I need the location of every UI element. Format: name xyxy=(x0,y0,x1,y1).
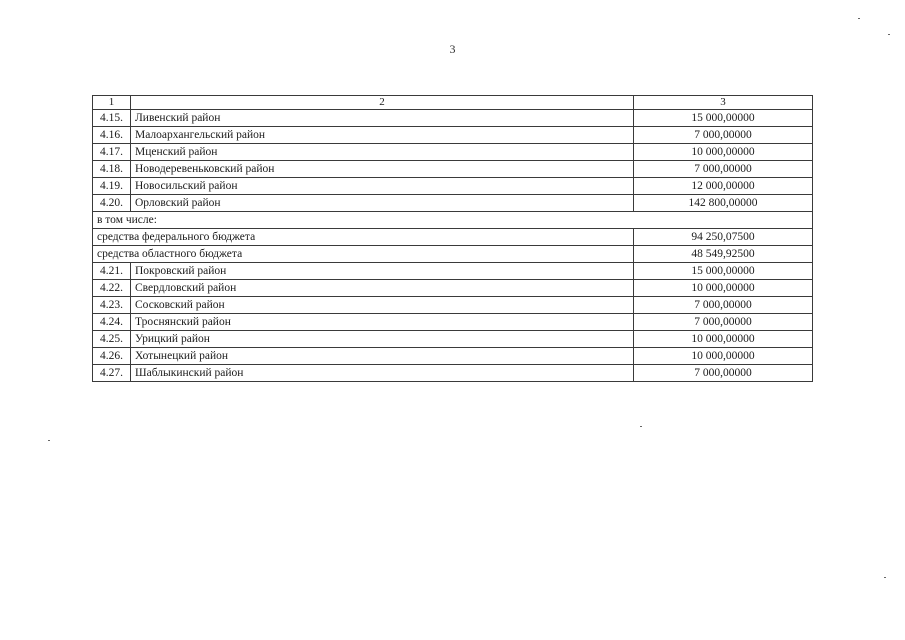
amount: 94 250,07500 xyxy=(634,229,813,246)
row-number: 4.23. xyxy=(93,297,131,314)
scan-speck xyxy=(884,577,886,578)
funding-source: средства федерального бюджета xyxy=(93,229,634,246)
district-name: Малоархангельский район xyxy=(131,127,634,144)
subheader-row xyxy=(93,212,813,229)
scan-speck xyxy=(48,440,50,441)
header-col-3: 3 xyxy=(634,96,813,110)
header-col-2: 2 xyxy=(131,96,634,110)
district-name: Сосковский район xyxy=(131,297,634,314)
table-row xyxy=(93,314,813,331)
row-number: 4.17. xyxy=(93,144,131,161)
table-row xyxy=(93,144,813,161)
table-row xyxy=(93,365,813,382)
table-row xyxy=(93,331,813,348)
row-number: 4.19. xyxy=(93,178,131,195)
including-label: в том числе: xyxy=(93,212,813,229)
table-row xyxy=(93,127,813,144)
funding-source: средства областного бюджета xyxy=(93,246,634,263)
amount: 48 549,92500 xyxy=(634,246,813,263)
table-row xyxy=(93,110,813,127)
row-number: 4.26. xyxy=(93,348,131,365)
row-number: 4.16. xyxy=(93,127,131,144)
table-row xyxy=(93,297,813,314)
amount: 10 000,00000 xyxy=(634,280,813,297)
subtotal-row xyxy=(93,246,813,263)
district-name: Хотынецкий район xyxy=(131,348,634,365)
page-number: 3 xyxy=(449,42,456,56)
amount: 10 000,00000 xyxy=(634,348,813,365)
amount: 7 000,00000 xyxy=(634,314,813,331)
scan-speck xyxy=(640,426,642,427)
budget-table xyxy=(92,95,813,382)
district-name: Свердловский район xyxy=(131,280,634,297)
table-row xyxy=(93,263,813,280)
district-name: Урицкий район xyxy=(131,331,634,348)
amount: 15 000,00000 xyxy=(634,110,813,127)
district-name: Троснянский район xyxy=(131,314,634,331)
table-row xyxy=(93,195,813,212)
district-name: Новосильский район xyxy=(131,178,634,195)
amount: 15 000,00000 xyxy=(634,263,813,280)
scan-speck xyxy=(858,18,860,19)
table-header-row xyxy=(93,96,813,110)
district-name: Шаблыкинский район xyxy=(131,365,634,382)
amount: 12 000,00000 xyxy=(634,178,813,195)
header-col-1: 1 xyxy=(93,96,131,110)
row-number: 4.21. xyxy=(93,263,131,280)
table-row xyxy=(93,348,813,365)
row-number: 4.22. xyxy=(93,280,131,297)
scan-speck xyxy=(888,34,890,35)
amount: 10 000,00000 xyxy=(634,331,813,348)
amount: 7 000,00000 xyxy=(634,127,813,144)
row-number: 4.18. xyxy=(93,161,131,178)
table-row xyxy=(93,280,813,297)
district-name: Орловский район xyxy=(131,195,634,212)
district-name: Покровский район xyxy=(131,263,634,280)
district-name: Мценский район xyxy=(131,144,634,161)
row-number: 4.20. xyxy=(93,195,131,212)
table-row xyxy=(93,161,813,178)
table-row xyxy=(93,178,813,195)
district-name: Ливенский район xyxy=(131,110,634,127)
amount: 142 800,00000 xyxy=(634,195,813,212)
row-number: 4.27. xyxy=(93,365,131,382)
row-number: 4.15. xyxy=(93,110,131,127)
district-name: Новодеревеньковский район xyxy=(131,161,634,178)
amount: 10 000,00000 xyxy=(634,144,813,161)
amount: 7 000,00000 xyxy=(634,365,813,382)
subtotal-row xyxy=(93,229,813,246)
row-number: 4.24. xyxy=(93,314,131,331)
row-number: 4.25. xyxy=(93,331,131,348)
amount: 7 000,00000 xyxy=(634,161,813,178)
amount: 7 000,00000 xyxy=(634,297,813,314)
